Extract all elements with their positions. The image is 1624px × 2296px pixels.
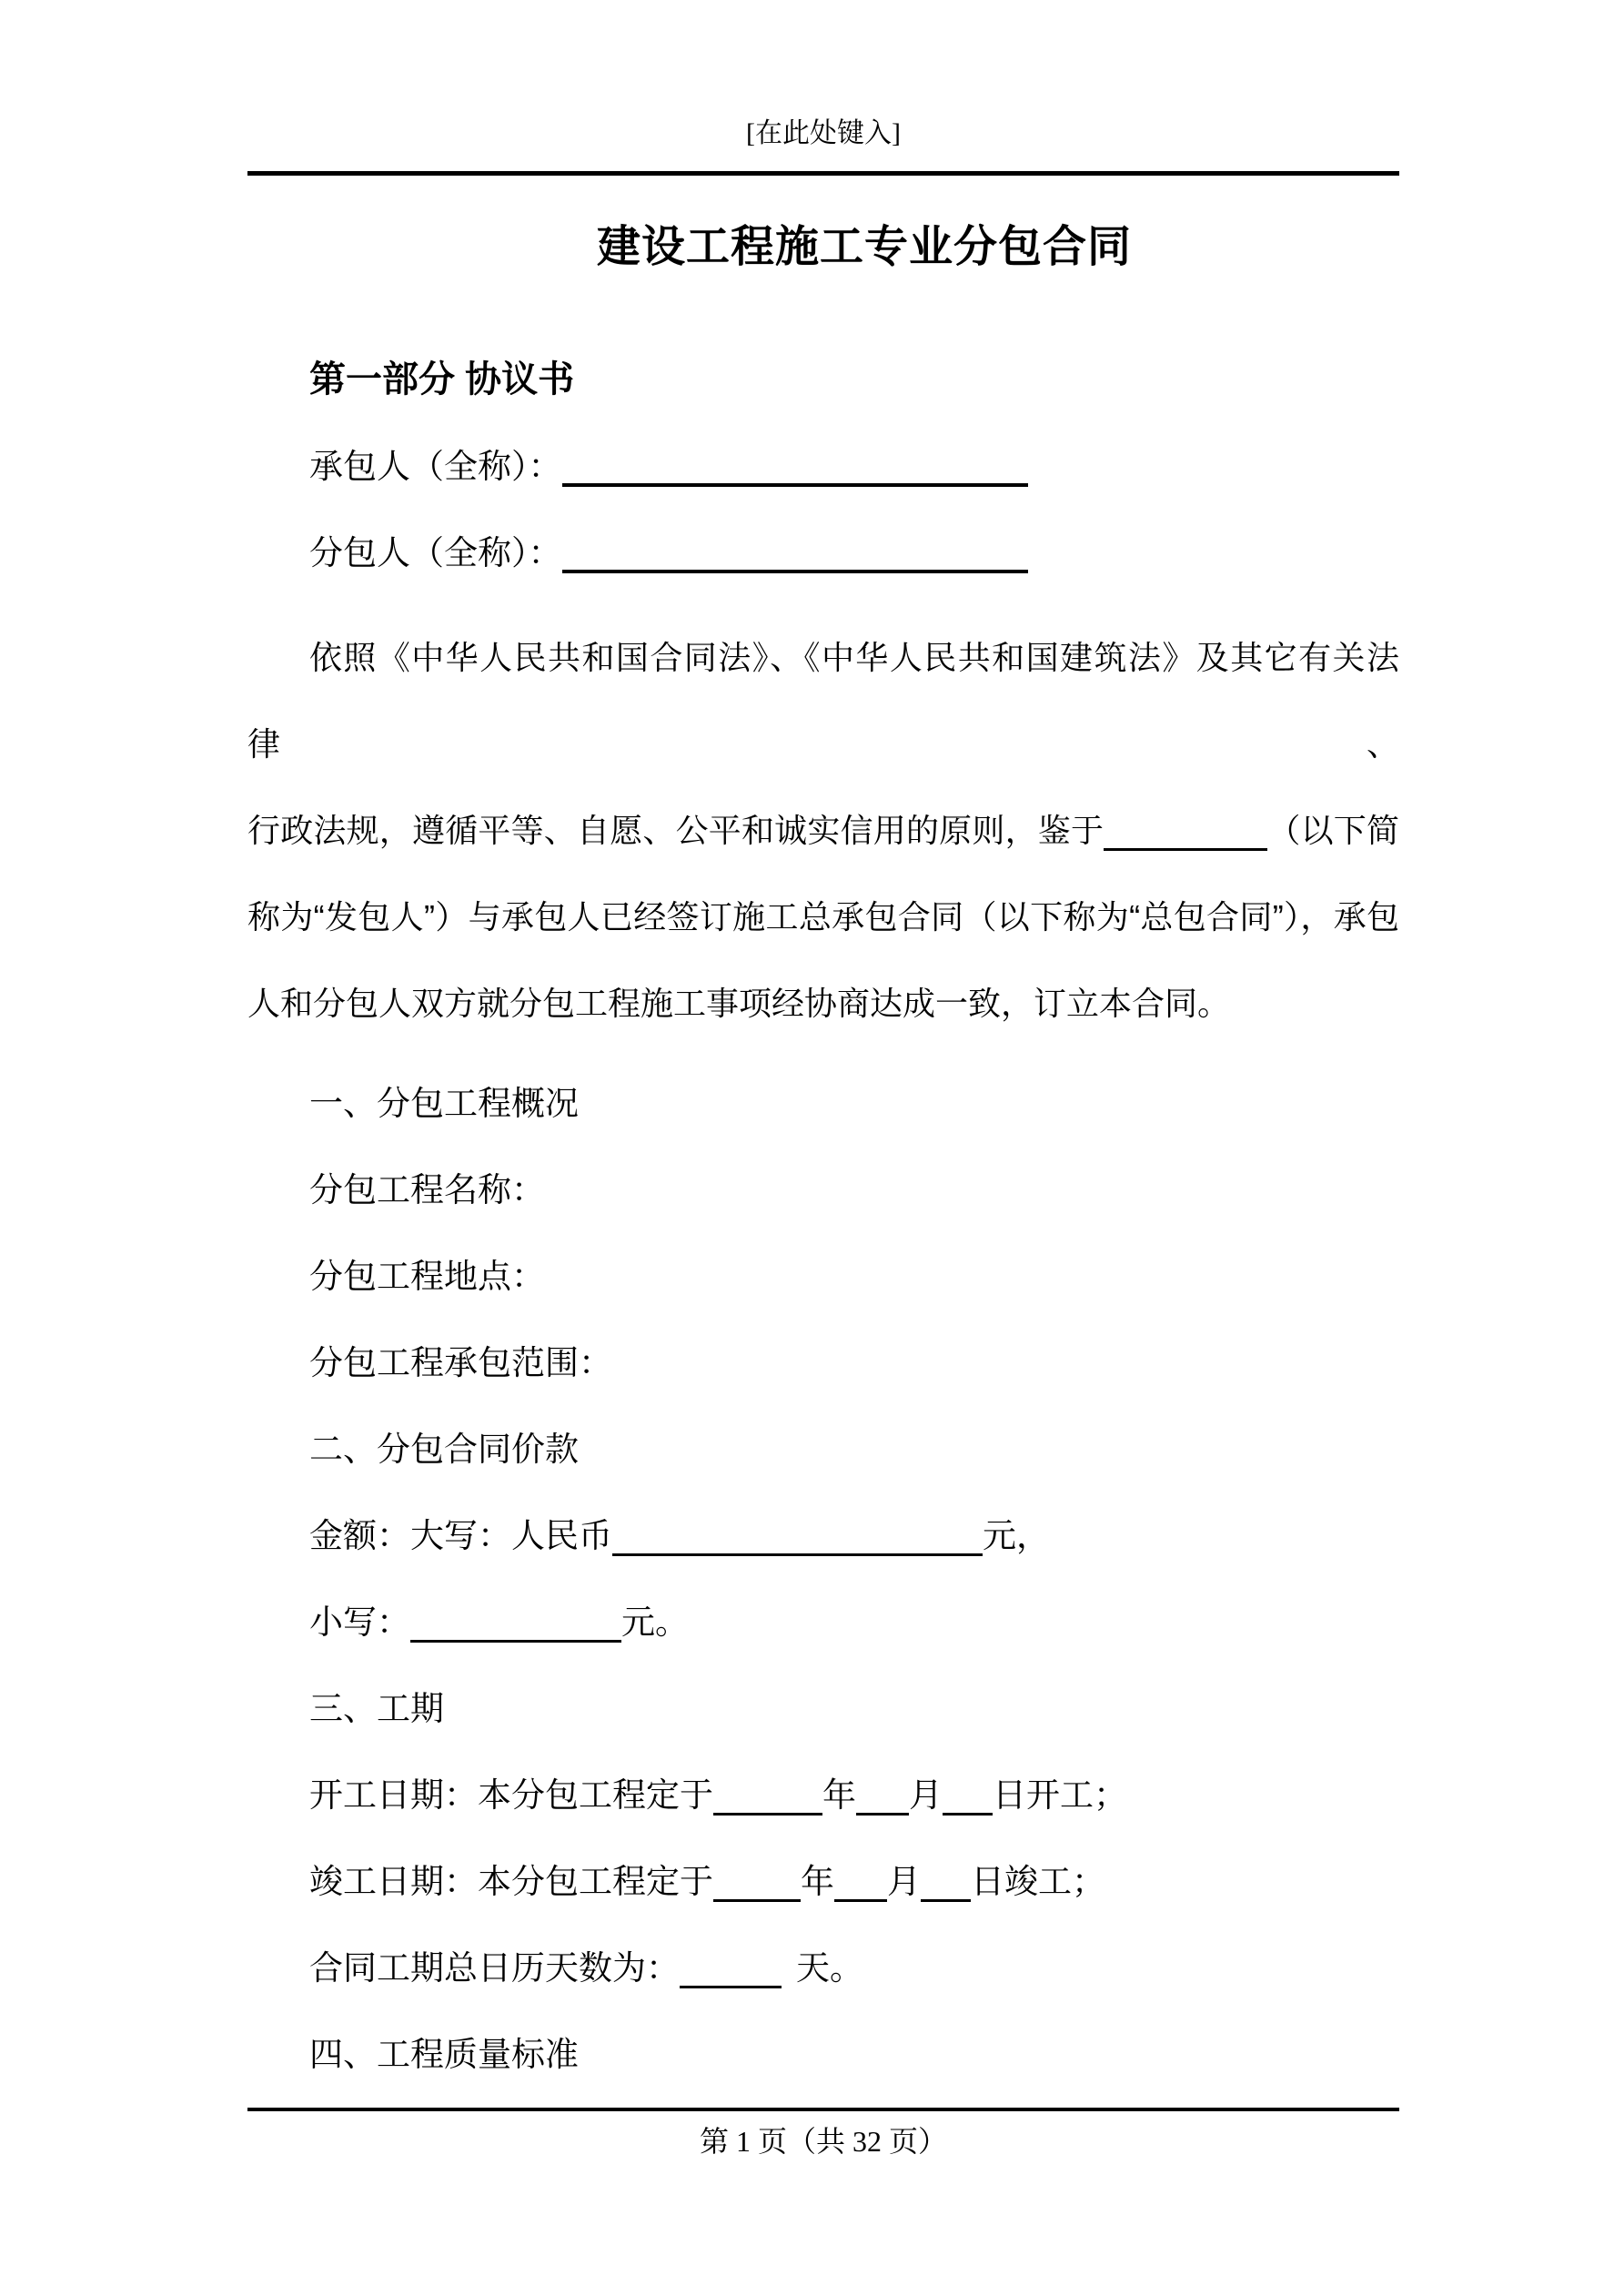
section2-heading: 二、分包合同价款 <box>309 1431 579 1468</box>
start-month-blank <box>856 1782 909 1816</box>
finish-date-label: 竣工日期：本分包工程定于 <box>309 1863 713 1900</box>
preamble-line-1: 依照《中华人民共和国合同法》、《中华人民共和国建筑法》及其它有关法律、 <box>247 639 1399 763</box>
project-scope-row: 分包工程承包范围： <box>309 1344 612 1381</box>
finish-year-label: 年 <box>801 1863 834 1900</box>
project-location-row: 分包工程地点： <box>309 1258 545 1295</box>
part-heading: 第一部分 协议书 <box>309 359 575 400</box>
preamble-line-4: 人和分包人双方就分包工程施工事项经协商达成一致，订立本合同。 <box>247 985 1231 1022</box>
preamble-line-2 <box>247 787 1399 874</box>
contractor-blank <box>562 453 1028 487</box>
preamble-line-2-text: 行政法规，遵循平等、自愿、公平和诚实信用的原则，鉴于 <box>247 812 1105 849</box>
amount-words-label: 金额：大写：人民币 <box>309 1517 612 1554</box>
start-date-row <box>247 1752 1399 1838</box>
finish-month-label: 月 <box>887 1863 921 1900</box>
amount-figures-unit: 元。 <box>621 1603 689 1641</box>
amount-figures-row <box>247 1579 1399 1665</box>
footer-rule <box>247 2108 1399 2111</box>
document-body <box>247 337 1399 2098</box>
start-year-blank <box>713 1782 822 1816</box>
start-month-label: 月 <box>909 1776 943 1814</box>
subcontractor-blank <box>562 540 1028 573</box>
contractor-row <box>247 423 1399 510</box>
amount-words-row <box>247 1492 1399 1579</box>
contractor-label: 承包人（全称）： <box>309 448 562 485</box>
duration-row <box>247 1925 1399 2011</box>
project-name-row: 分包工程名称： <box>309 1171 545 1209</box>
preamble-line-3: 称为“发包人”）与承包人已经签订施工总承包合同（以下称为“总包合同”），承包 <box>247 898 1399 936</box>
finish-month-blank <box>834 1868 887 1902</box>
preamble-paragraph <box>247 614 1399 1047</box>
start-date-label: 开工日期：本分包工程定于 <box>309 1776 713 1814</box>
section3-heading: 三、工期 <box>309 1690 444 1727</box>
duration-blank <box>680 1955 782 1988</box>
header-placeholder: [在此处键入] <box>746 118 901 148</box>
header-rule <box>247 171 1399 176</box>
subcontractor-label: 分包人（全称）： <box>309 534 562 571</box>
finish-date-row <box>247 1838 1399 1925</box>
start-year-label: 年 <box>822 1776 856 1814</box>
footer-page-number: 第 1 页（共 32 页） <box>699 2125 947 2158</box>
section1-heading: 一、分包工程概况 <box>309 1085 579 1122</box>
amount-figures-blank <box>410 1609 621 1643</box>
amount-words-unit: 元， <box>983 1517 1050 1554</box>
section4-heading: 四、工程质量标准 <box>309 2036 579 2073</box>
employer-name-blank <box>1104 818 1267 851</box>
duration-unit: 天。 <box>796 1949 863 1987</box>
duration-label: 合同工期总日历天数为： <box>309 1949 680 1987</box>
amount-words-blank <box>612 1522 983 1556</box>
start-date-tail: 日开工； <box>993 1776 1127 1814</box>
document-title: 建设工程施工专业分包合同 <box>596 223 1132 271</box>
preamble-line-2-tail: （以下简 <box>1267 812 1399 849</box>
amount-figures-label: 小写： <box>309 1603 410 1641</box>
finish-day-blank <box>921 1868 971 1902</box>
subcontractor-row <box>247 510 1399 596</box>
start-day-blank <box>943 1782 993 1816</box>
finish-date-tail: 日竣工； <box>971 1863 1105 1900</box>
finish-year-blank <box>713 1868 801 1902</box>
